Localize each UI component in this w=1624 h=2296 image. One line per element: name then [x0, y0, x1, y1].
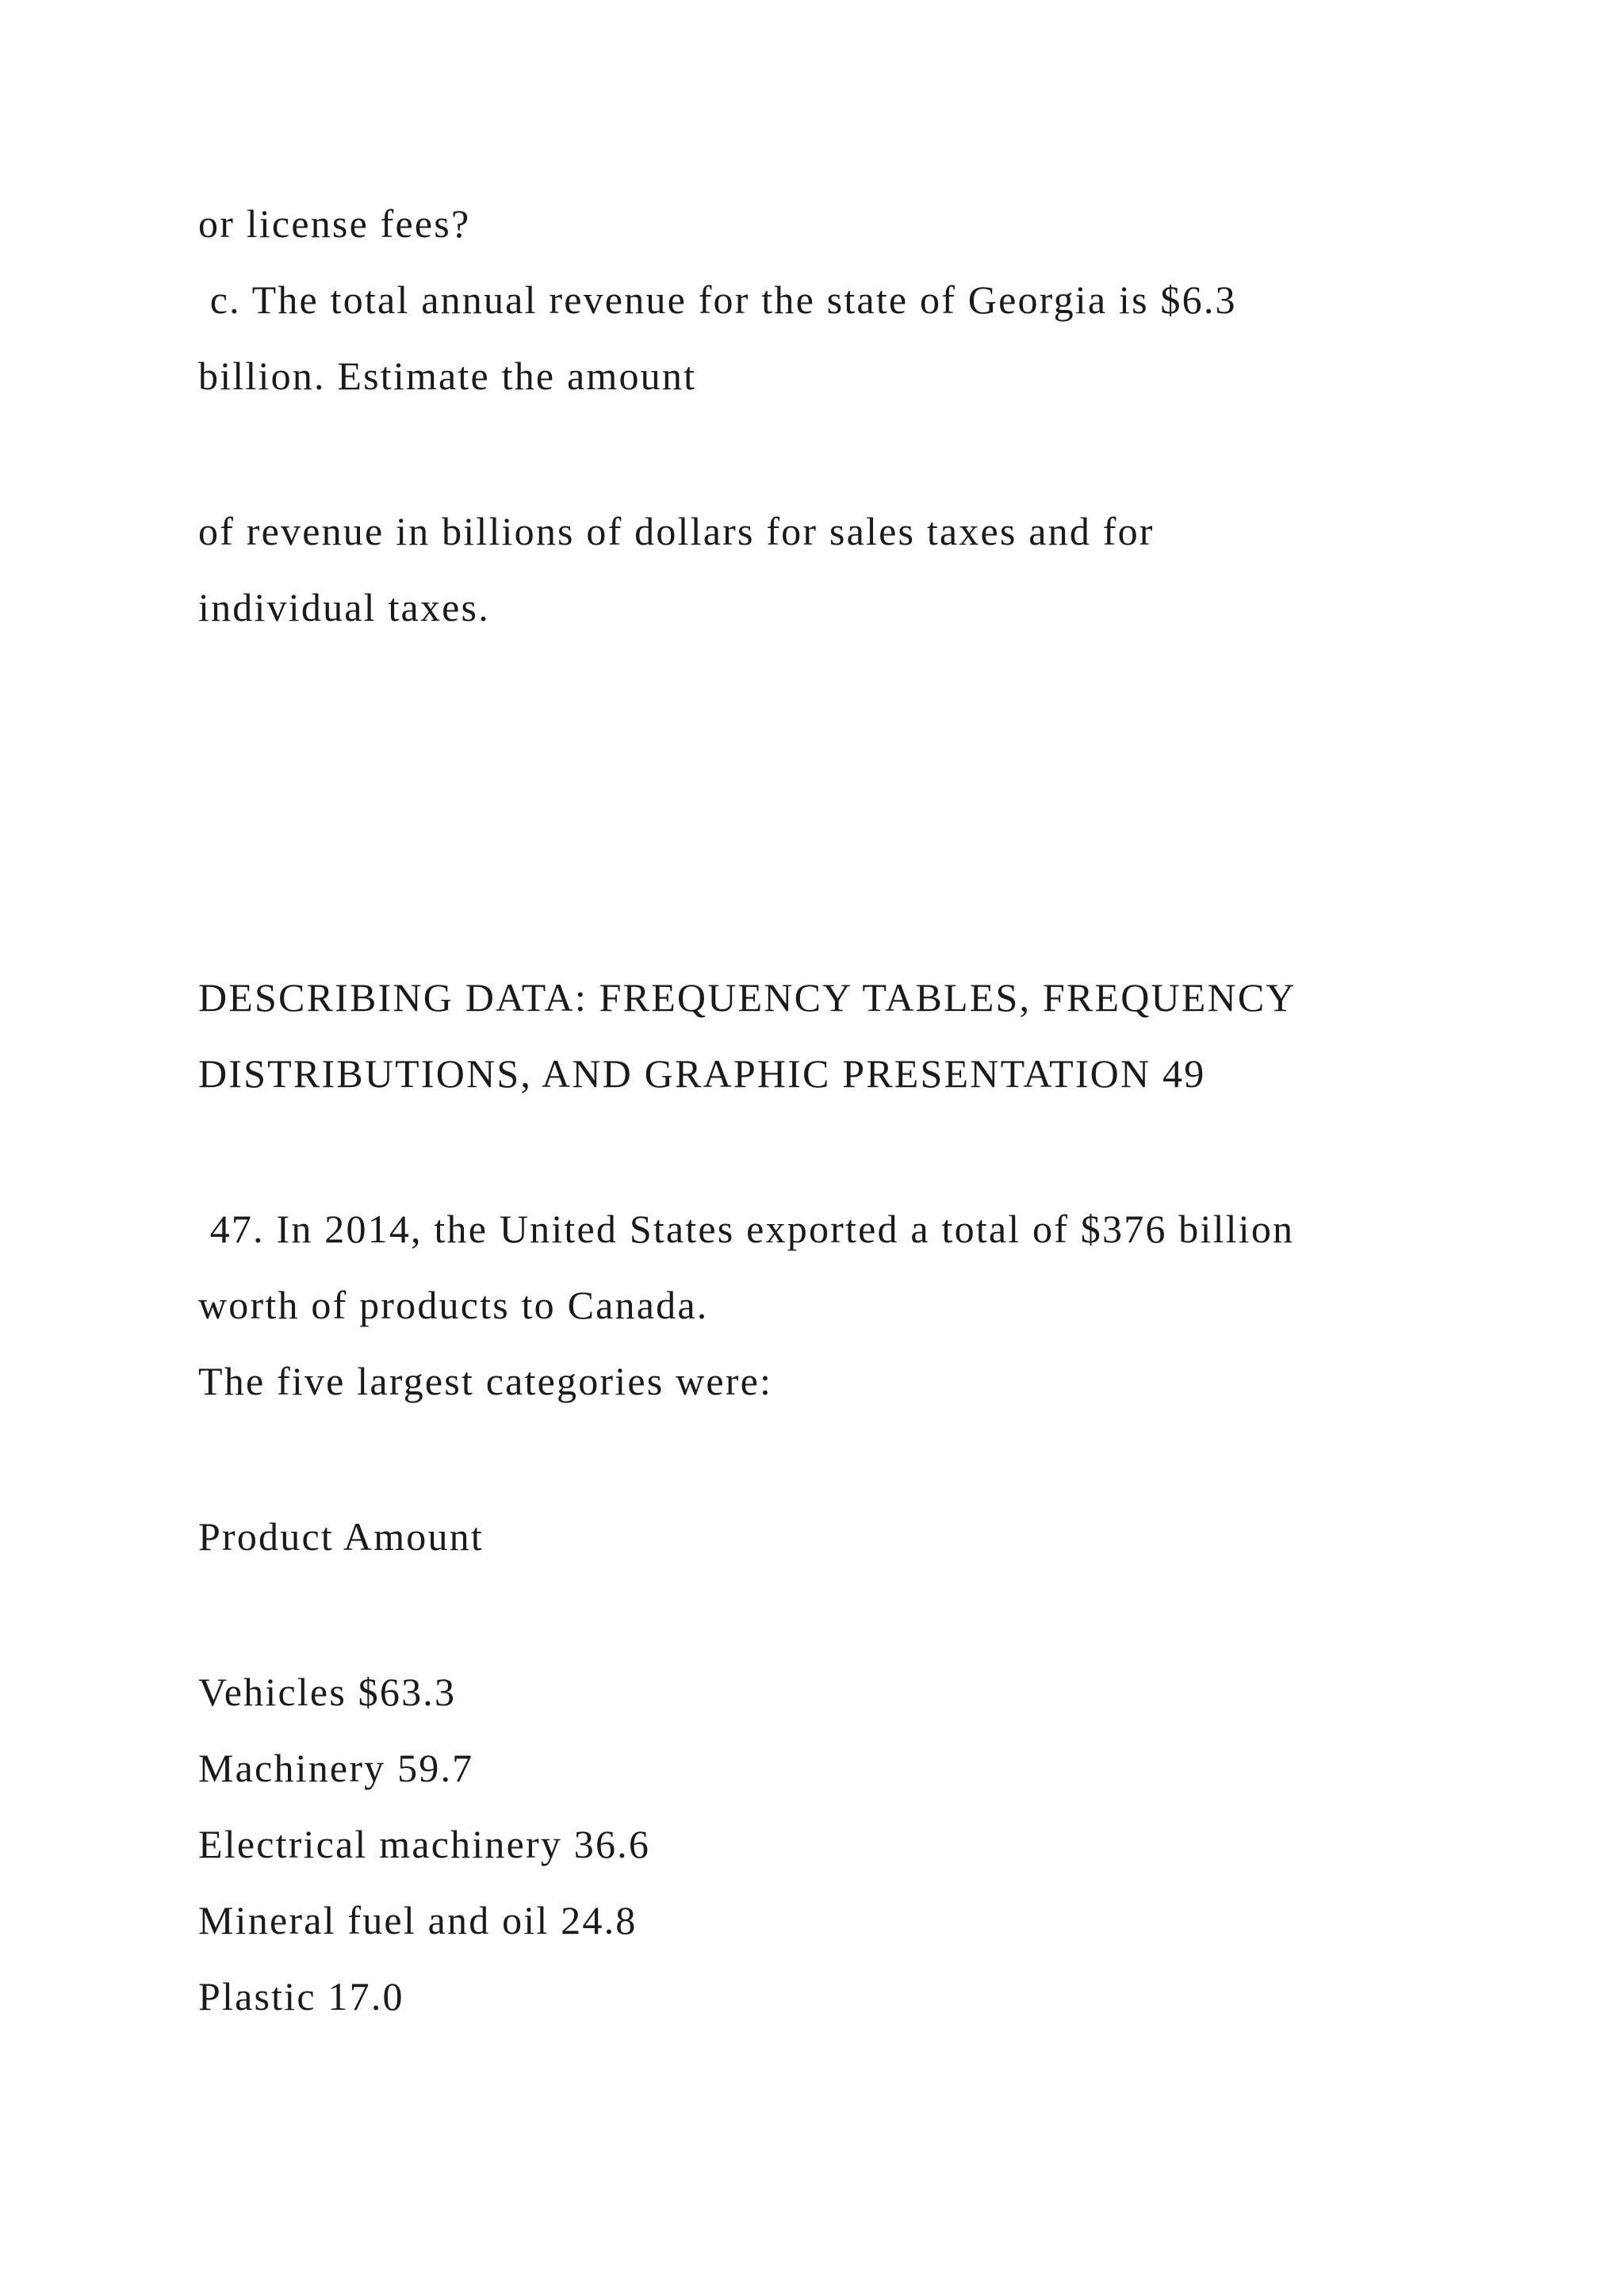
question-c-text-line: c. The total annual revenue for the state of Georgia is $6.3 [198, 277, 1237, 322]
table-header: Product Amount [198, 1514, 484, 1559]
question-47-text-line: worth of products to Canada. [198, 1283, 709, 1327]
table-row: Mineral fuel and oil 24.8 [198, 1898, 638, 1942]
table-row: Electrical machinery 36.6 [198, 1822, 651, 1866]
table-row: Vehicles $63.3 [198, 1670, 457, 1714]
question-c-text-line: or license fees? [198, 201, 471, 246]
table-row: Plastic 17.0 [198, 1974, 404, 2019]
question-c-text-line: billion. Estimate the amount [198, 354, 697, 398]
question-47-text-line: The five largest categories were: [198, 1359, 773, 1403]
question-c-text-line: of revenue in billions of dollars for sales taxes and for [198, 509, 1155, 553]
chapter-header-line: DISTRIBUTIONS, AND GRAPHIC PRESENTATION 49 [198, 1051, 1206, 1096]
question-c-text-line: individual taxes. [198, 585, 490, 629]
table-row: Machinery 59.7 [198, 1746, 474, 1790]
chapter-header-line: DESCRIBING DATA: FREQUENCY TABLES, FREQUENCY [198, 975, 1297, 1020]
question-47-text-line: 47. In 2014, the United States exported a total of $376 billion [198, 1207, 1295, 1251]
